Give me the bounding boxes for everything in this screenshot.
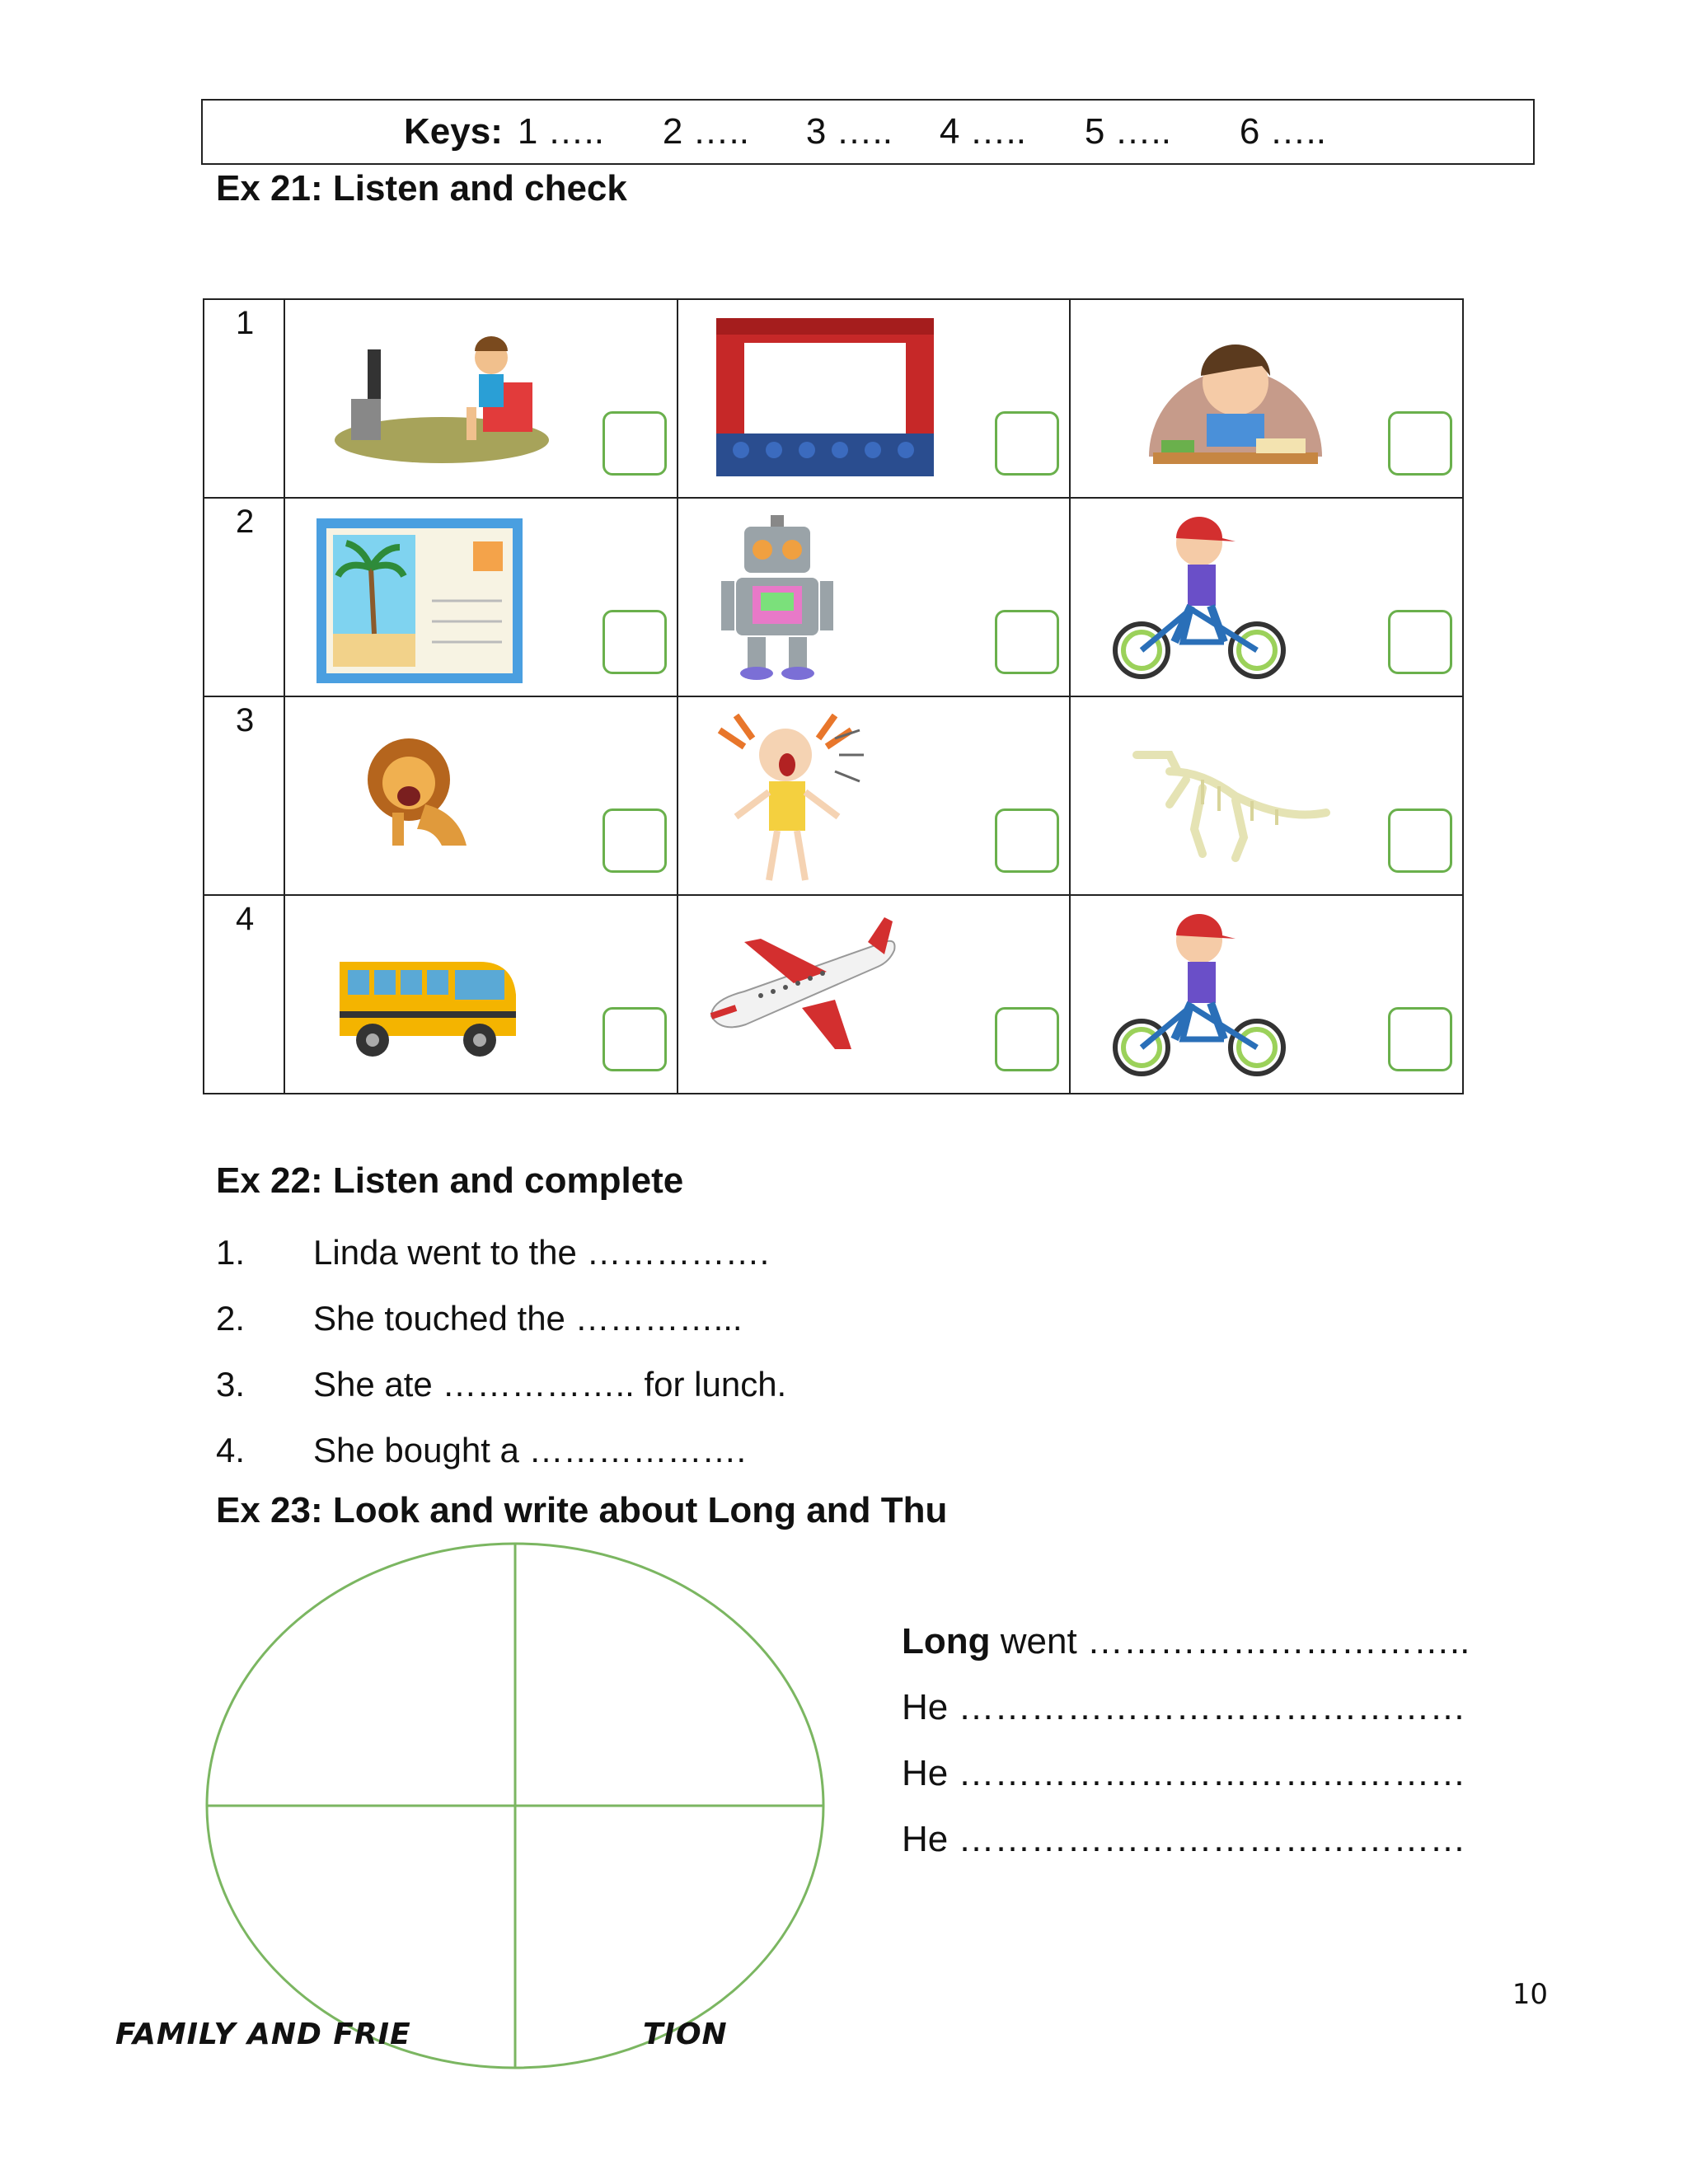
footer-right: TION [643,2018,728,2051]
item-text: She ate …………….. for lunch. [313,1365,787,1404]
footer-left: FAMILY AND FRIE [115,2018,411,2051]
list-item [216,1352,786,1418]
checkbox[interactable] [1388,411,1452,476]
key-item-4: 4 ….. [939,111,1026,152]
keys-row [203,101,1326,163]
row-number: 3 [204,696,284,895]
boy-riding-bike-icon [1109,510,1290,683]
lion-icon [359,730,475,854]
cell-tv [284,299,678,498]
ex21-title: Ex 21: Listen and check [216,168,627,209]
row-number: 1 [204,299,284,498]
checkbox[interactable] [603,1007,667,1071]
ex23-lines [902,1609,1470,1872]
write-line: He …………………………………… [902,1687,1466,1727]
checkbox[interactable] [1388,610,1452,674]
cell-bus [284,895,678,1094]
cell-postcard [284,498,678,696]
item-text: She touched the …………... [313,1299,743,1338]
cell-girl [678,696,1071,895]
ex22-list [216,1220,786,1483]
key-item-5: 5 ….. [1084,111,1171,152]
key-item-6: 6 ….. [1239,111,1326,152]
ex23-title: Ex 23: Look and write about Long and Thu [216,1490,948,1530]
cell-study [1070,299,1463,498]
item-number: 2. [216,1299,246,1338]
cell-bike [1070,498,1463,696]
key-item-3: 3 ….. [805,111,893,152]
ex22-title: Ex 22: Listen and complete [216,1160,684,1201]
boy-watching-tv-icon [318,316,565,481]
boy-studying-icon [1112,316,1359,481]
checkbox[interactable] [603,610,667,674]
keys-label: Keys: [404,111,503,152]
checkbox[interactable] [995,1007,1059,1071]
item-text: She bought a ………………. [313,1431,747,1469]
item-number: 4. [216,1431,246,1469]
write-line-text: went ………………………….. [990,1621,1470,1661]
checkbox[interactable] [1388,1007,1452,1071]
grid-row-4 [204,895,1463,1094]
screaming-girl-icon [711,714,868,887]
item-text: Linda went to the ……………. [313,1233,770,1272]
school-bus-icon [331,937,521,1061]
write-line: He …………………………………… [902,1819,1466,1859]
list-item [216,1286,786,1352]
robot-icon [720,515,835,680]
airplane-icon [703,917,901,1057]
list-item [216,1220,786,1286]
cell-bike-2 [1070,895,1463,1094]
cell-dinosaur [1070,696,1463,895]
boy-riding-bike-icon [1109,907,1290,1080]
cell-robot [678,498,1071,696]
cell-cinema [678,299,1071,498]
quadrant-circle [198,1538,832,2074]
cell-lion [284,696,678,895]
grid-row-3 [204,696,1463,895]
grid-row-1 [204,299,1463,498]
item-number: 1. [216,1233,246,1272]
checkbox[interactable] [1388,808,1452,873]
item-number: 3. [216,1365,246,1404]
cell-airplane [678,895,1071,1094]
checkbox[interactable] [603,808,667,873]
checkbox[interactable] [603,411,667,476]
grid-row-2 [204,498,1463,696]
checkbox[interactable] [995,411,1059,476]
checkbox[interactable] [995,610,1059,674]
list-item [216,1418,786,1483]
key-item-2: 2 ….. [662,111,749,152]
cinema-icon [716,318,934,476]
ex21-grid [203,298,1464,1094]
write-line: He …………………………………… [902,1753,1466,1793]
postcard-icon [316,518,523,683]
dinosaur-skeleton-icon [1120,730,1334,862]
write-line [902,1609,1470,1675]
row-number: 4 [204,895,284,1094]
checkbox[interactable] [995,808,1059,873]
page-number: 10 [1512,1978,1548,2011]
row-number: 2 [204,498,284,696]
key-item-1: 1 ….. [517,111,604,152]
name-long: Long [902,1621,991,1661]
